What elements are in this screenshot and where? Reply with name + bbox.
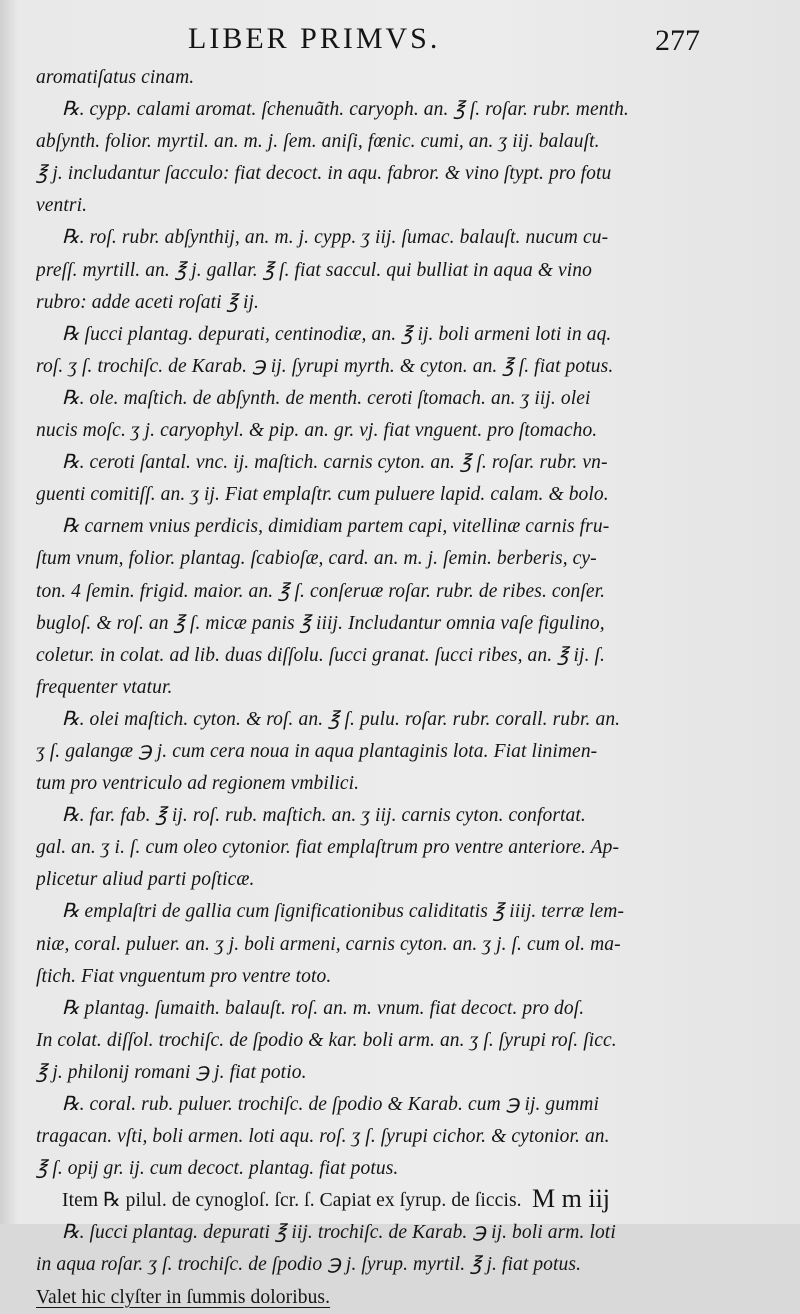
text-line: guenti comitiſſ. an. ʒ ij. Fiat emplaſtr. cum puluere lapid. calam. & bolo. bbox=[36, 484, 609, 506]
text-line: gal. an. ʒ i. ſ. cum oleo cytonior. fiat emplaſtrum pro ventre anteriore. Ap- bbox=[36, 837, 620, 859]
text-line: preſſ. myrtill. an. ℥ j. gallar. ℥ ſ. fiat saccul. qui bulliat in aqua & vino bbox=[36, 259, 592, 281]
text-line: ℞. cerotі ſantal. vnc. ij. maſtich. carnis cyton. an. ℥ ſ. roſar. rubr. vn- bbox=[62, 452, 608, 474]
text-line: coletur. in colat. ad lib. duas diſſolu. ſucci granat. ſucci ribes, an. ℥ ij. ſ. bbox=[36, 644, 606, 666]
text-line: aromatiſatus cinam. bbox=[36, 67, 195, 88]
text-line: ℥ j. philonij romani ℈ j. fiat potio. bbox=[36, 1061, 307, 1083]
text-line: roſ. ʒ ſ. trochiſc. de Karab. ℈ ij. ſyrupi myrth. & cyton. an. ℥ ſ. fiat potus. bbox=[36, 355, 614, 377]
text-line: plicetur aliud parti poſticæ. bbox=[36, 869, 255, 891]
text-line: ſtich. Fiat vnguentum pro ventre toto. bbox=[36, 965, 332, 987]
running-title: LIBER PRIMVS. bbox=[188, 22, 441, 55]
text-line: ℞. far. fab. ℥ ij. roſ. rub. maſtich. an. ʒ iij. carnis cyton. confortat. bbox=[62, 805, 586, 827]
text-line: ℞ plantag. ſumaith. balauſt. roſ. an. m. vnum. fiat decoct. pro doſ. bbox=[62, 997, 585, 1019]
text-line: ℞ ſucci plantag. depurati, centinodiæ, an. ℥ ij. boli armeni loti in aq. bbox=[62, 323, 612, 345]
closing-line: Valet hic clyſter in ſummis doloribus. bbox=[36, 1286, 331, 1308]
text-line: in aqua roſar. ʒ ſ. trochiſc. de ſpodio ℈ j. ſyrup. myrtil. ℥ j. fiat potus. bbox=[36, 1254, 582, 1276]
page-body bbox=[36, 62, 756, 1314]
text-line: ℥ ſ. opij gr. ij. cum decoct. plantag. fiat potus. bbox=[36, 1158, 399, 1180]
text-line: ſtum vnum, folior. plantag. ſcabioſæ, card. an. m. j. ſemin. berberis, cy- bbox=[36, 548, 597, 570]
text-line: frequenter vtatur. bbox=[36, 676, 173, 698]
text-line: nucis moſc. ʒ j. caryophyl. & pip. an. gr. vj. fiat vnguent. pro ſtomacho. bbox=[36, 420, 598, 442]
text-line: abſynth. folior. myrtil. an. m. j. ſem. aniſi, fœnic. cumi, an. ʒ iij. balauſt. bbox=[36, 131, 600, 153]
page-number: 277 bbox=[655, 24, 700, 57]
text-line: Item ℞ pilul. de cynogloſ. ſcr. ſ. Capiat ex ſyrup. de ſiccis. bbox=[62, 1190, 522, 1212]
text-line: ʒ ſ. galangæ ℈ j. cum cera noua in aqua plantaginis lota. Fiat linimen- bbox=[36, 740, 598, 762]
signature-mark: M m iij bbox=[532, 1184, 611, 1213]
text-line: ℞. cypp. calami aromat. ſchenuãth. caryoph. an. ℥ ſ. roſar. rubr. menth. bbox=[62, 99, 629, 121]
text-line: bugloſ. & roſ. an ℥ ſ. micæ panis ℥ iiij. Includantur omnia vaſe figulino, bbox=[36, 612, 605, 634]
page-header bbox=[0, 18, 800, 58]
text-line: ventri. bbox=[36, 195, 88, 217]
text-line: In colat. diſſol. trochiſc. de ſpodio & kar. boli arm. an. ʒ ſ. ſyrupi roſ. ſicc. bbox=[36, 1029, 617, 1051]
text-line: ℞ carnem vnius perdicis, dimidiam partem capi, vitellinæ carnis fru- bbox=[62, 516, 610, 538]
text-line: ℥ j. includantur ſacculo: fiat decoct. in aqu. fabror. & vino ſtypt. pro fotu bbox=[36, 163, 612, 185]
text-line: ℞. roſ. rubr. abſynthij, an. m. j. cypp. ʒ iij. ſumac. balauſt. nucum cu- bbox=[62, 227, 609, 249]
text-line: niæ, coral. puluer. an. ʒ j. boli armeni, carnis cyton. an. ʒ j. ſ. cum ol. ma- bbox=[36, 933, 621, 955]
text-line: ℞. olei maſtich. cyton. & roſ. an. ℥ ſ. pulu. roſar. rubr. corall. rubr. an. bbox=[62, 708, 621, 730]
text-line: ℞. coral. rub. puluer. trochiſc. de ſpodio & Karab. cum ℈ ij. gummi bbox=[62, 1094, 600, 1115]
text-line: ℞. ole. maſtich. de abſynth. de menth. ceroti ſtomach. an. ʒ iij. olei bbox=[62, 387, 591, 409]
text-line: tum pro ventriculo ad regionem vmbilici. bbox=[36, 773, 360, 795]
text-line: rubro: adde aceti roſati ℥ ij. bbox=[36, 291, 259, 313]
text-line: tragacan. vſti, boli armen. loti aqu. roſ. ʒ ſ. ſyrupi cichor. & cytonior. an. bbox=[36, 1126, 610, 1148]
text-line: ℞. ſucci plantag. depurati ℥ iij. trochiſc. de Karab. ℈ ij. boli arm. loti bbox=[62, 1222, 616, 1244]
text-line: ℞ emplaſtri de gallia cum ſignificationibus caliditatis ℥ iiij. terræ lem- bbox=[62, 901, 625, 923]
text-line: ton. 4 ſemin. frigid. maior. an. ℥ ſ. conſeruæ roſar. rubr. de ribes. conſer. bbox=[36, 580, 606, 602]
